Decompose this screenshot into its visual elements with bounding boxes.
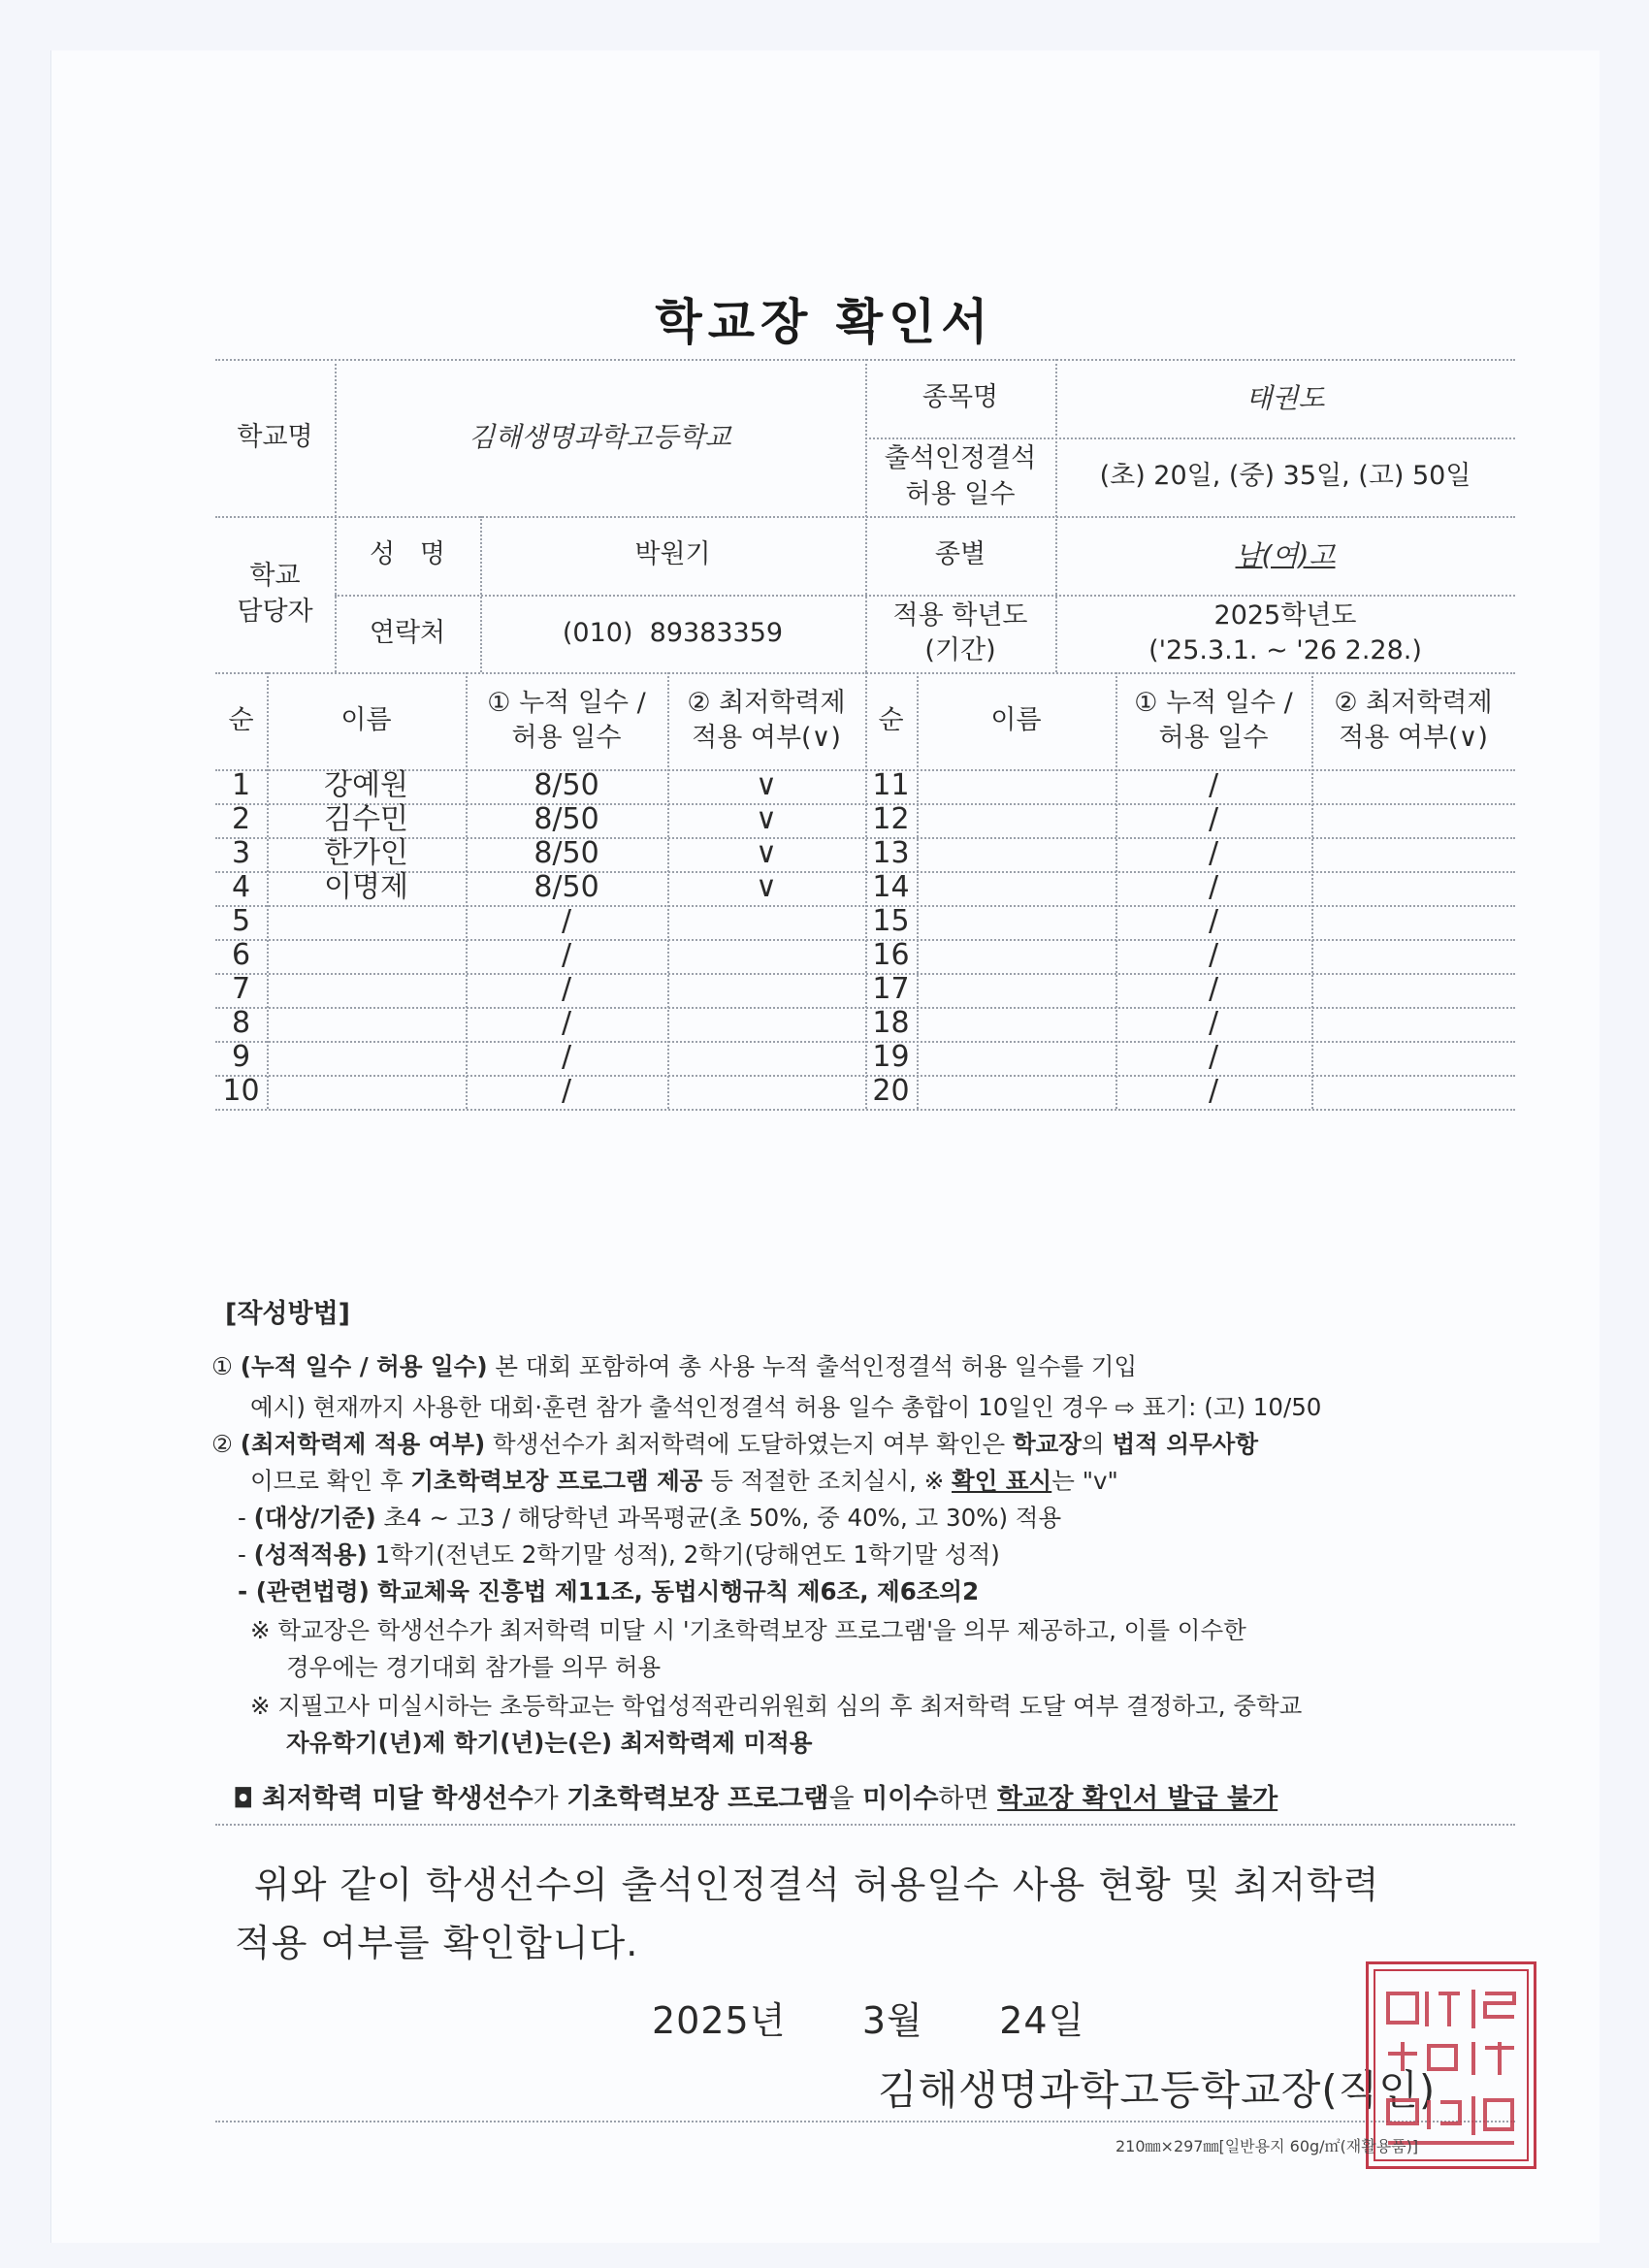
right-row-check [1311, 837, 1515, 871]
allowed-days-label-line2: 허용 일수 [905, 478, 1016, 509]
left-row-no: 9 [231, 1040, 251, 1075]
table-row-rule [215, 1109, 1515, 1111]
note-2-line2-b: 등 적절한 조치실시, ※ [702, 1467, 953, 1495]
right-row-no: 19 [872, 1040, 910, 1075]
document-title: 학교장 확인서 [655, 294, 994, 350]
left-row-check [667, 1041, 865, 1075]
right-header-min-line2: 적용 여부(∨) [1339, 723, 1488, 753]
note-2-line2-bold: 기초학력보장 프로그램 제공 [410, 1467, 703, 1495]
manager-label-line2: 담당자 [237, 596, 313, 627]
note-2-mark: ② [211, 1430, 233, 1458]
remark-1-line-2: 경우에는 경기대회 참가를 의무 허용 [286, 1653, 662, 1681]
right-row-name [917, 973, 1116, 1007]
declaration-date: 2025년 3월 24일 [652, 1999, 1085, 2042]
box-arrow-icon: ◘ [233, 1784, 254, 1814]
note-1-line-1 [211, 1348, 1137, 1382]
right-row-check [1311, 1041, 1515, 1075]
note-1-example: 예시) 현재까지 사용한 대회·훈련 참가 출석인정결석 허용 일수 총합이 10일인 경우 ⇨ 표기: (고) 10/50 [250, 1393, 1322, 1421]
right-row-no: 16 [872, 938, 910, 973]
left-row-no: 8 [231, 1006, 251, 1041]
right-header-min [1311, 672, 1515, 769]
left-row-no: 5 [231, 904, 251, 939]
detail-grades-text: 1학기(전년도 2학기말 성적), 2학기(당해연도 1학기말 성적) [367, 1540, 1000, 1569]
paper-spec: 210㎜×297㎜[일반용지 60g/㎡(재활용품)] [1116, 2137, 1419, 2155]
left-row-name [267, 1041, 466, 1075]
left-row-name [267, 973, 466, 1007]
right-row-name [917, 939, 1116, 973]
note-2-text-a: 학생선수가 최저학력에 도달하였는지 여부 확인은 [485, 1430, 1013, 1458]
left-row-check: ∨ [756, 768, 777, 803]
left-row-name: 김수민 [324, 802, 408, 837]
manager-label [215, 516, 335, 672]
allowed-days-label [865, 437, 1055, 516]
left-header-min-line1: ② 최저학력제 [687, 687, 846, 718]
left-row-days: / [561, 1074, 572, 1109]
left-row-no: 6 [231, 938, 251, 973]
manager-label-line1: 학교 [249, 561, 301, 592]
right-header-days-line2: 허용 일수 [1158, 723, 1269, 753]
warning-a: 최저학력 미달 학생선수 [261, 1784, 534, 1814]
warning-f: 하면 [938, 1784, 998, 1814]
left-row-name: 한가인 [324, 836, 408, 871]
right-row-name [917, 769, 1116, 803]
right-row-days: / [1208, 1040, 1219, 1075]
year-label-line1: 적용 학년도 [892, 599, 1028, 631]
year-label-line2: (기간) [924, 635, 996, 665]
warning-b: 가 [533, 1784, 567, 1814]
declaration-line-1: 위와 같이 학생선수의 출석인정결석 허용일수 사용 현황 및 최저학력 [254, 1863, 1380, 1906]
right-row-days: / [1208, 972, 1219, 1007]
contact-label: 연락처 [369, 617, 446, 648]
left-row-no: 7 [231, 972, 251, 1007]
gender-value: 남(여)고 [1235, 538, 1336, 571]
left-row-days: / [561, 938, 572, 973]
right-row-no: 15 [872, 904, 910, 939]
right-row-days: / [1208, 1074, 1219, 1109]
left-row-check: ∨ [756, 836, 777, 871]
warning-d: 을 [828, 1784, 863, 1814]
section-rule [215, 1824, 1515, 1826]
right-row-days: / [1208, 802, 1219, 837]
right-row-no: 18 [872, 1006, 910, 1041]
right-row-check [1311, 905, 1515, 939]
warning-c: 기초학력보장 프로그램 [566, 1784, 829, 1814]
note-2-line2-a: 이므로 확인 후 [250, 1467, 411, 1495]
left-header-min-line2: 적용 여부(∨) [692, 723, 841, 753]
left-row-check [667, 939, 865, 973]
left-header-days-line2: 허용 일수 [511, 723, 622, 753]
declaration-signer: 김해생명과학고등학교장(직인) [878, 2066, 1437, 2114]
note-1-mark: ① [211, 1352, 233, 1380]
left-row-check [667, 1075, 865, 1109]
right-header-name: 이름 [990, 704, 1042, 735]
detail-target-text: 초4 ~ 고3 / 해당학년 과목평균(초 50%, 중 40%, 고 30%) 적용 [375, 1504, 1062, 1532]
remark-2-line-1: ※ 지필고사 미실시하는 초등학교는 학업성적관리위원회 심의 후 최저학력 도달 여부 결정하고, 중학교 [250, 1692, 1303, 1720]
sport-label: 종목명 [922, 382, 999, 413]
left-row-no: 10 [222, 1074, 260, 1109]
year-value-line2: ('25.3.1. ~ '26 2.28.) [1148, 635, 1422, 665]
detail-grades: - (성적적용) 1학기(전년도 2학기말 성적), 2학기(당해연도 1학기말 성적) [238, 1540, 1000, 1569]
allowed-days-value: (초) 20일, (중) 35일, (고) 50일 [1099, 461, 1471, 492]
left-row-name [267, 1007, 466, 1041]
right-row-no: 13 [872, 836, 910, 871]
right-row-days: / [1208, 1006, 1219, 1041]
manager-name-value: 박원기 [634, 539, 711, 570]
left-row-check [667, 973, 865, 1007]
right-header-min-line1: ② 최저학력제 [1334, 687, 1493, 718]
right-row-check [1311, 769, 1515, 803]
right-row-name [917, 1041, 1116, 1075]
left-row-name [267, 1075, 466, 1109]
left-row-check [667, 905, 865, 939]
left-row-check: ∨ [756, 870, 777, 905]
manager-name-label: 성 명 [370, 539, 445, 570]
footer-rule [215, 2121, 1515, 2122]
gender-label: 종별 [934, 539, 986, 570]
right-row-no: 12 [872, 802, 910, 837]
note-1-bold: (누적 일수 / 허용 일수) [240, 1352, 488, 1380]
right-row-check [1311, 1075, 1515, 1109]
left-row-check [667, 1007, 865, 1041]
right-row-name [917, 803, 1116, 837]
right-row-no: 11 [872, 768, 910, 803]
left-row-name: 강예원 [324, 768, 408, 803]
left-header-min [667, 672, 865, 769]
right-row-days: / [1208, 938, 1219, 973]
note-2-line2-bold2: 확인 표시 [952, 1467, 1052, 1495]
right-row-name [917, 871, 1116, 905]
left-row-days: / [561, 904, 572, 939]
right-row-name [917, 837, 1116, 871]
sport-name: 태권도 [1245, 381, 1325, 414]
warning-e: 미이수 [862, 1784, 939, 1814]
school-label: 학교명 [237, 421, 313, 452]
right-row-name [917, 1007, 1116, 1041]
left-row-days: 8/50 [534, 802, 599, 837]
year-value-line1: 2025학년도 [1213, 599, 1357, 631]
contact-value: (010) 89383359 [562, 617, 784, 648]
note-2-bold-b: 학교장 [1012, 1430, 1082, 1458]
left-row-days: / [561, 972, 572, 1007]
remark-2-line-2: 자유학기(년)제 학기(년)는(은) 최저학력제 미적용 [286, 1729, 813, 1757]
left-row-name: 이명제 [324, 870, 408, 905]
left-row-no: 2 [231, 802, 251, 837]
right-row-check [1311, 803, 1515, 837]
right-row-days: / [1208, 768, 1219, 803]
year-value [1055, 595, 1515, 672]
detail-law-text: 학교체육 진흥법 제11조, 동법시행규칙 제6조, 제6조의2 [369, 1577, 980, 1605]
left-row-check: ∨ [756, 802, 777, 837]
detail-law-bold: (관련법령) [255, 1577, 370, 1605]
allowed-days-label-line1: 출석인정결석 [884, 443, 1037, 474]
left-row-no: 1 [231, 768, 251, 803]
note-1-text: 본 대회 포함하여 총 사용 누적 출석인정결석 허용 일수를 기입 [487, 1352, 1138, 1380]
left-row-name [267, 939, 466, 973]
right-row-days: / [1208, 836, 1219, 871]
left-header-no: 순 [228, 704, 254, 735]
right-header-days [1116, 672, 1311, 769]
left-row-no: 4 [231, 870, 251, 905]
right-row-name [917, 905, 1116, 939]
right-row-days: / [1208, 870, 1219, 905]
detail-grades-bold: (성적적용) [253, 1540, 368, 1569]
left-header-days [466, 672, 667, 769]
note-2-line2-c: 는 "v" [1051, 1467, 1118, 1495]
left-row-days: / [561, 1006, 572, 1041]
right-row-check [1311, 939, 1515, 973]
year-label [865, 595, 1055, 672]
left-row-days: 8/50 [534, 836, 599, 871]
remark-1-line-1: ※ 학교장은 학생선수가 최저학력 미달 시 '기초학력보장 프로그램'을 의무 제공하고, 이를 이수한 [250, 1616, 1246, 1644]
detail-target-bold: (대상/기준) [253, 1504, 376, 1532]
detail-law: - (관련법령) 학교체육 진흥법 제11조, 동법시행규칙 제6조, 제6조의2 [238, 1577, 980, 1605]
right-header-no: 순 [878, 704, 904, 735]
note-2-bold-d: 법적 의무사항 [1112, 1430, 1258, 1458]
right-row-check [1311, 1007, 1515, 1041]
left-row-days: 8/50 [534, 768, 599, 803]
right-row-name [917, 1075, 1116, 1109]
note-2-line-1 [211, 1426, 1258, 1460]
method-heading: [작성방법] [225, 1299, 351, 1329]
left-header-name: 이름 [340, 704, 392, 735]
note-2-line-2 [250, 1463, 1118, 1497]
right-header-days-line1: ① 누적 일수 / [1134, 687, 1293, 718]
detail-target: - (대상/기준) 초4 ~ 고3 / 해당학년 과목평균(초 50%, 중 40%, 고 30%) 적용 [238, 1504, 1062, 1532]
warning-g: 학교장 확인서 발급 불가 [997, 1784, 1278, 1814]
warning-line [233, 1777, 1277, 1815]
left-header-days-line1: ① 누적 일수 / [487, 687, 646, 718]
left-row-days: 8/50 [534, 870, 599, 905]
right-row-no: 14 [872, 870, 910, 905]
right-row-check [1311, 973, 1515, 1007]
left-row-name [267, 905, 466, 939]
right-row-days: / [1208, 904, 1219, 939]
left-row-no: 3 [231, 836, 251, 871]
right-row-no: 17 [872, 972, 910, 1007]
note-2-text-c: 의 [1081, 1430, 1113, 1458]
school-name: 김해생명과학고등학교 [469, 421, 731, 454]
right-row-check [1311, 871, 1515, 905]
right-row-no: 20 [872, 1074, 910, 1109]
left-row-days: / [561, 1040, 572, 1075]
note-2-bold: (최저학력제 적용 여부) [240, 1430, 486, 1458]
declaration-line-2: 적용 여부를 확인합니다. [235, 1922, 639, 1964]
